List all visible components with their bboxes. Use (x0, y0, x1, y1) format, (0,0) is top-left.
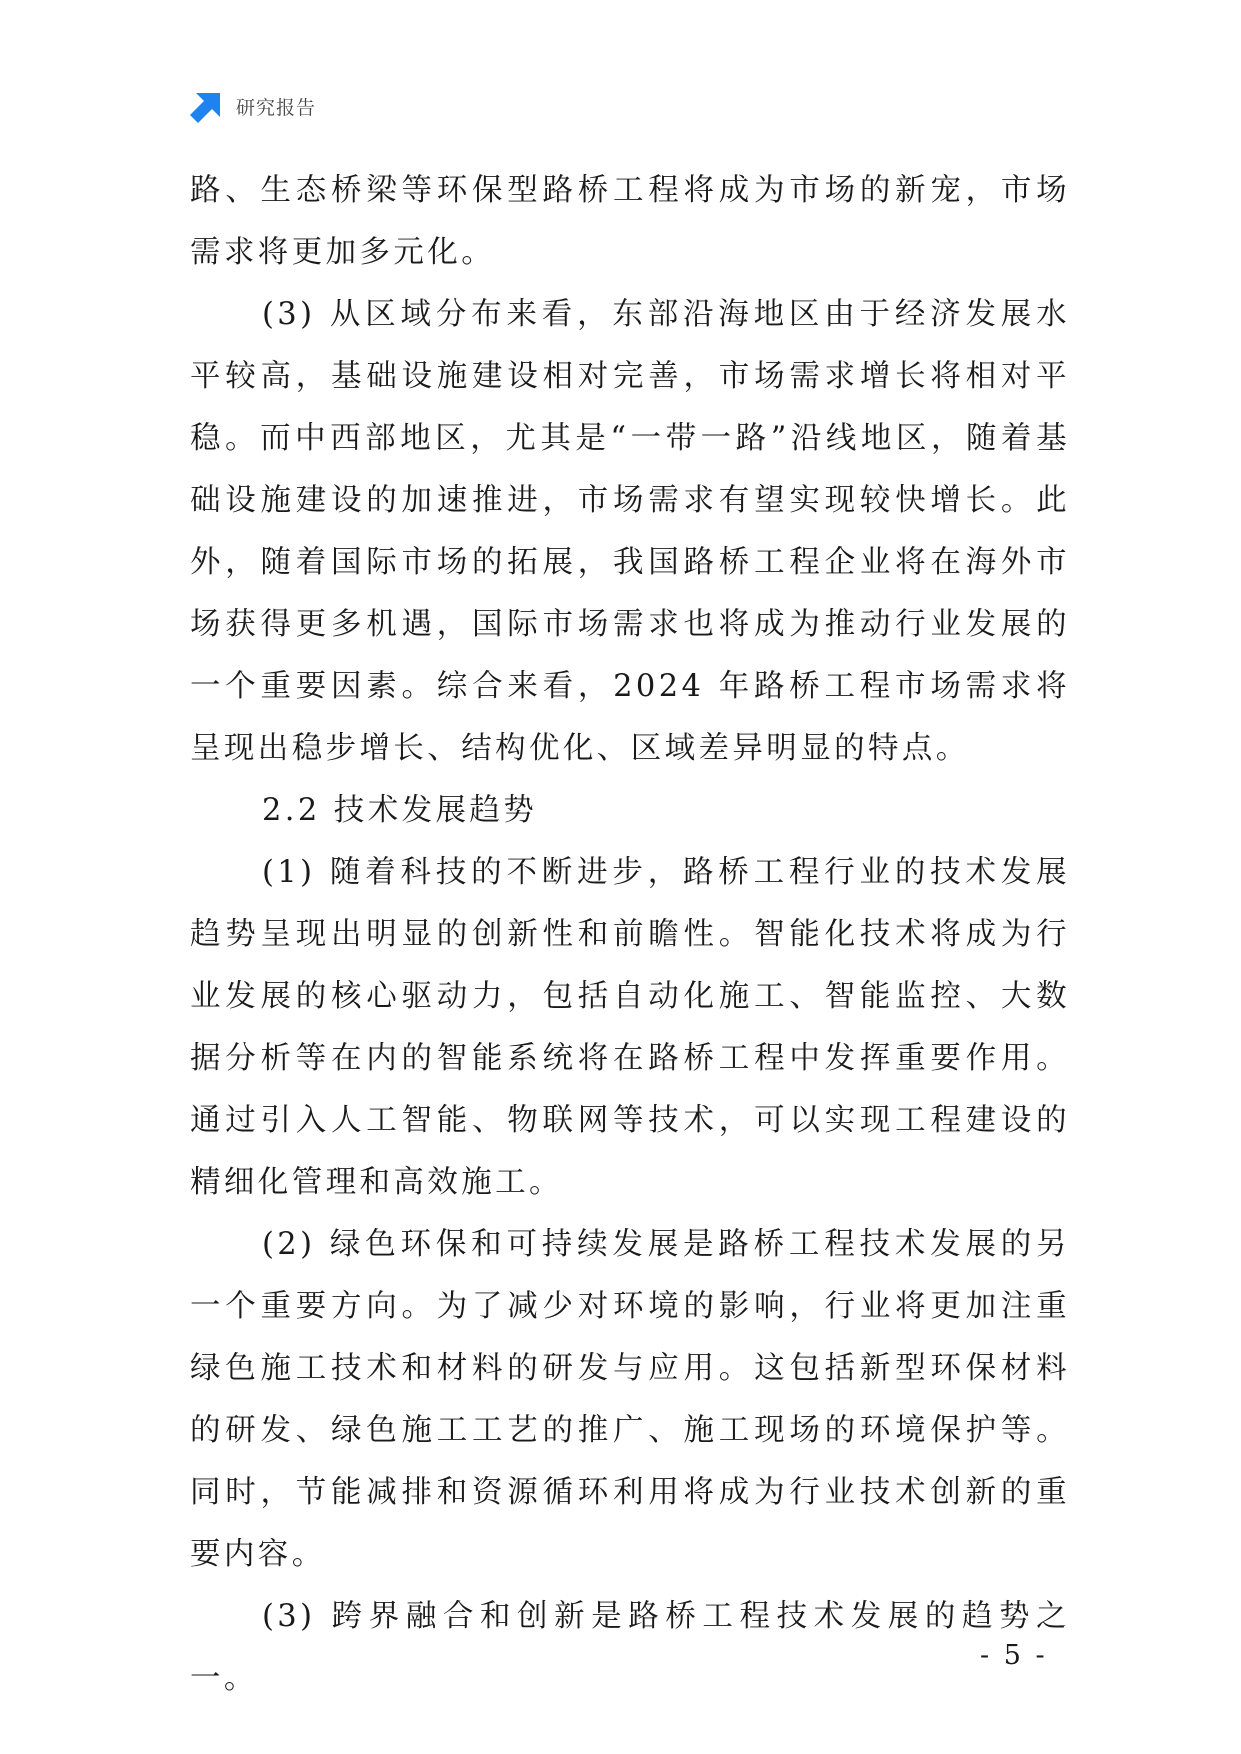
header-title: 研究报告 (236, 96, 317, 119)
page-number: - 5 - (980, 1640, 1048, 1671)
paragraph-tech-intelligent: (1) 随着科技的不断进步，路桥工程行业的技术发展趋势呈现出明显的创新性和前瞻性。智能化技术将成为行业发展的核心驱动力，包括自动化施工、智能监控、大数据分析等在内的智能系统将在路桥工程中发挥重要作用。通过引入人工智能、物联网等技术，可以实现工程建设的精细化管理和高效施工。 (190, 855, 1070, 1200)
paragraph-continued: 路、生态桥梁等环保型路桥工程将成为市场的新宠，市场需求将更加多元化。 (190, 173, 1070, 270)
section-heading: 2.2 技术发展趋势 (262, 793, 538, 828)
paragraph-regional-demand: (3) 从区域分布来看，东部沿海地区由于经济发展水平较高，基础设施建设相对完善，市场需求增长将相对平稳。而中西部地区，尤其是“一带一路”沿线地区，随着基础设施建设的加速推进，市场需求有望实现较快增长。此外，随着国际市场的拓展，我国路桥工程企业将在海外市场获得更多机遇，国际市场需求也将成为推动行业发展的一个重要因素。综合来看，2024 年路桥工程市场需求将呈现出稳步增长、结构优化、区域差异明显的特点。 (190, 297, 1070, 766)
arrow-up-right-icon (190, 89, 224, 123)
document-body (190, 160, 1070, 1710)
paragraph-tech-crossover: (3) 跨界融合和创新是路桥工程技术发展的趋势之一。 (190, 1599, 1070, 1696)
page-header (190, 88, 316, 124)
paragraph-tech-green: (2) 绿色环保和可持续发展是路桥工程技术发展的另一个重要方向。为了减少对环境的影响，行业将更加注重绿色施工技术和材料的研发与应用。这包括新型环保材料的研发、绿色施工工艺的推广、施工现场的环境保护等。同时，节能减排和资源循环利用将成为行业技术创新的重要内容。 (190, 1227, 1070, 1572)
